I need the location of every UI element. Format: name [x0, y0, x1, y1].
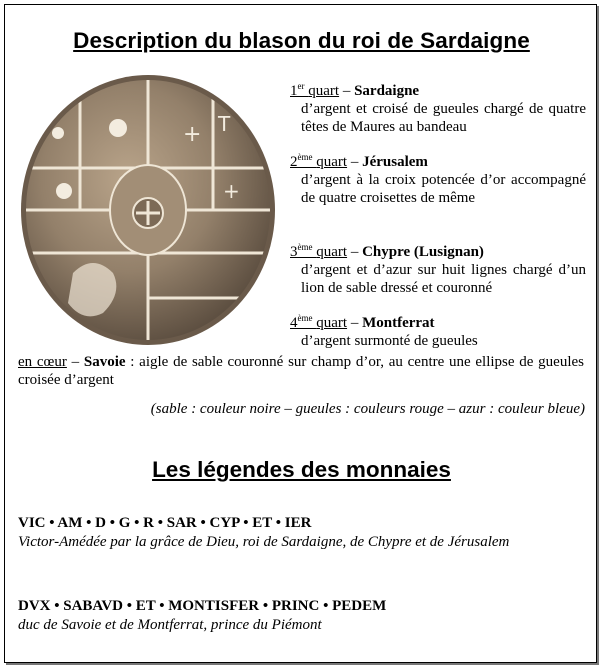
- svg-text:+: +: [183, 122, 202, 147]
- quarter-2-sup: ème: [297, 152, 313, 162]
- quarter-1-word: quart: [308, 83, 340, 99]
- quarter-3-word: quart: [316, 244, 348, 260]
- legend-2: [18, 597, 584, 635]
- quarter-3-num: 3: [290, 244, 298, 260]
- svg-text:T: T: [218, 112, 231, 136]
- quarter-1-sup: er: [297, 81, 305, 91]
- quarter-4: 4ème quart – Montferrat d’argent surmonté de gueules: [290, 314, 586, 350]
- legend-2-translation: duc de Savoie et de Montferrat, prince du Piémont: [18, 617, 322, 633]
- en-coeur-paragraph: en cœur – Savoie : aigle de sable couronné sur champ d’or, au centre une ellipse de gueules croisée d’argent: [18, 354, 584, 388]
- quarter-2-name: Jérusalem: [362, 154, 428, 170]
- quarter-4-name: Montferrat: [362, 315, 435, 331]
- quarter-2-word: quart: [316, 154, 348, 170]
- quarter-4-desc: d’argent surmonté de gueules: [301, 333, 478, 349]
- svg-text:+: +: [223, 179, 240, 203]
- quarter-2-desc: d’argent à la croix potencée d’or accompagné de quatre croisettes de même: [301, 172, 586, 206]
- section-title: Les légendes des monnaies: [152, 457, 451, 482]
- en-coeur-desc: : aigle de sable couronné sur champ d’or, au centre une ellipse de gueules croisée d’argent: [18, 354, 584, 388]
- quarter-4-sup: ème: [297, 313, 313, 323]
- quarter-1-num: 1: [290, 83, 298, 99]
- quarter-2-num: 2: [290, 154, 298, 170]
- quarter-3: 3ème quart – Chypre (Lusignan) d’argent et d’azur sur huit lignes chargé d’un lion de sable dressé et couronné: [290, 242, 586, 296]
- quarter-2: 2ème quart – Jérusalem d’argent à la croix potencée d’or accompagné de quatre croisettes de même: [290, 152, 586, 206]
- quarter-4-num: 4: [290, 315, 298, 331]
- quarter-3-name: Chypre (Lusignan): [362, 244, 484, 260]
- quarter-3-desc: d’argent et d’azur sur huit lignes chargé d’un lion de sable dressé et couronné: [301, 262, 586, 296]
- quarter-4-word: quart: [316, 315, 348, 331]
- quarter-1: 1er quart – Sardaigne d’argent et croisé de gueules chargé de quatre têtes de Maures au bandeau: [290, 81, 586, 135]
- legend-1-code: VIC • AM • D • G • R • SAR • CYP • ET • IER: [18, 515, 312, 531]
- en-coeur-name: Savoie: [83, 354, 126, 370]
- quarter-3-sup: ème: [297, 242, 313, 252]
- page-title: Description du blason du roi de Sardaigne: [73, 28, 530, 53]
- en-coeur-label: en cœur: [18, 354, 67, 370]
- legend-1: [18, 514, 584, 552]
- quarter-1-desc: d’argent et croisé de gueules chargé de quatre têtes de Maures au bandeau: [301, 101, 586, 135]
- quarter-1-name: Sardaigne: [354, 83, 420, 99]
- colors-note: (sable : couleur noire – gueules : couleurs rouge – azur : couleur bleue): [150, 401, 585, 417]
- coin-image: [18, 73, 278, 348]
- legend-1-translation: Victor-Amédée par la grâce de Dieu, roi de Sardaigne, de Chypre et de Jérusalem: [18, 534, 510, 550]
- legend-2-code: DVX • SABAVD • ET • MONTISFER • PRINC • PEDEM: [18, 598, 387, 614]
